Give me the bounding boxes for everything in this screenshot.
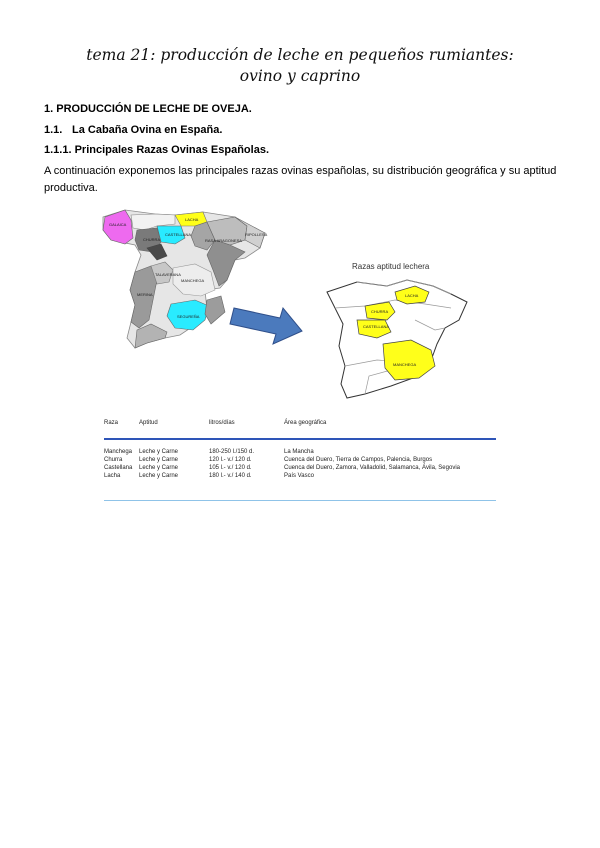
cell-raza: Churra — [104, 457, 123, 463]
document-title-line-2: ovino y caprino — [239, 67, 361, 85]
left-label-churra: CHURRA — [143, 237, 161, 242]
table-header — [104, 420, 496, 436]
cell-area: Cuenca del Duero, Zamora, Valladolid, Salamanca, Ávila, Segovia — [284, 465, 460, 471]
left-label-talaverana: TALAVERANA — [155, 272, 181, 277]
document-title-line-1: tema 21: producción de leche en pequeños rumiantes: — [86, 46, 514, 64]
cell-area: País Vasco — [284, 473, 314, 479]
cell-aptitud: Leche y Carne — [139, 465, 179, 471]
right-label-manchega: MANCHEGA — [393, 362, 417, 367]
left-label-ripollesa: RIPOLLESA — [245, 232, 268, 237]
left-label-merina: MERINA — [137, 292, 153, 297]
breeds-table — [104, 420, 496, 480]
cell-area: Cuenca del Duero, Tierra de Campos, Palencia, Burgos — [284, 457, 433, 463]
cell-area: La Mancha — [284, 449, 314, 455]
cell-raza: Lacha — [104, 473, 121, 479]
table-bottom-rule — [104, 500, 496, 501]
cell-raza: Castellana — [104, 465, 133, 471]
right-label-churra: CHURRA — [371, 309, 389, 314]
right-map-title: Razas aptitud lechera — [352, 262, 430, 271]
left-label-castellana: CASTELLANA — [165, 232, 192, 237]
table-row — [104, 472, 496, 480]
cell-aptitud: Leche y Carne — [139, 449, 179, 455]
right-label-lacha: LACHA — [405, 293, 419, 298]
cell-aptitud: Leche y Carne — [139, 473, 179, 479]
left-label-manchega: MANCHEGA — [181, 278, 205, 283]
cell-litros: 120 l.- v./ 120 d. — [209, 457, 252, 463]
subsection-title: La Cabaña Ovina en España. — [72, 124, 223, 136]
header-area: Área geográfica — [284, 420, 327, 426]
arrow-icon — [230, 308, 302, 344]
cell-litros: 105 l.- v./ 120 d. — [209, 465, 252, 471]
left-label-galaica: GALAICA — [109, 222, 127, 227]
table-row — [104, 464, 496, 472]
cell-aptitud: Leche y Carne — [139, 457, 179, 463]
left-label-segurena: SEGUREÑA — [177, 314, 200, 319]
left-label-rasa-aragonesa: RASA ARAGONESA — [205, 238, 242, 243]
table-row — [104, 448, 496, 456]
right-spain-map — [327, 280, 467, 398]
subsubsection-heading: 1.1.1. Principales Razas Ovinas Españolas. — [44, 144, 270, 156]
subsection-number: 1.1. — [44, 124, 63, 136]
cell-litros: 180-250 l./150 d. — [209, 449, 255, 455]
header-raza: Raza — [104, 420, 119, 426]
cell-raza: Manchega — [104, 449, 133, 455]
intro-paragraph: A continuación exponemos las principales razas ovinas españolas, su distribución geográfica y su aptitud productiva. — [44, 165, 557, 194]
left-label-lacha: LACHA — [185, 217, 199, 222]
header-aptitud: Aptitud — [139, 420, 158, 426]
table-body — [104, 448, 496, 480]
header-litros: litros/días — [209, 420, 235, 426]
subsection-heading — [44, 124, 222, 136]
section-heading: 1. PRODUCCIÓN DE LECHE DE OVEJA. — [44, 103, 252, 115]
table-row — [104, 456, 496, 464]
right-label-castellana: CASTELLANA — [363, 324, 390, 329]
cell-litros: 180 l.- v./ 140 d. — [209, 473, 252, 479]
header-rule — [104, 438, 496, 440]
